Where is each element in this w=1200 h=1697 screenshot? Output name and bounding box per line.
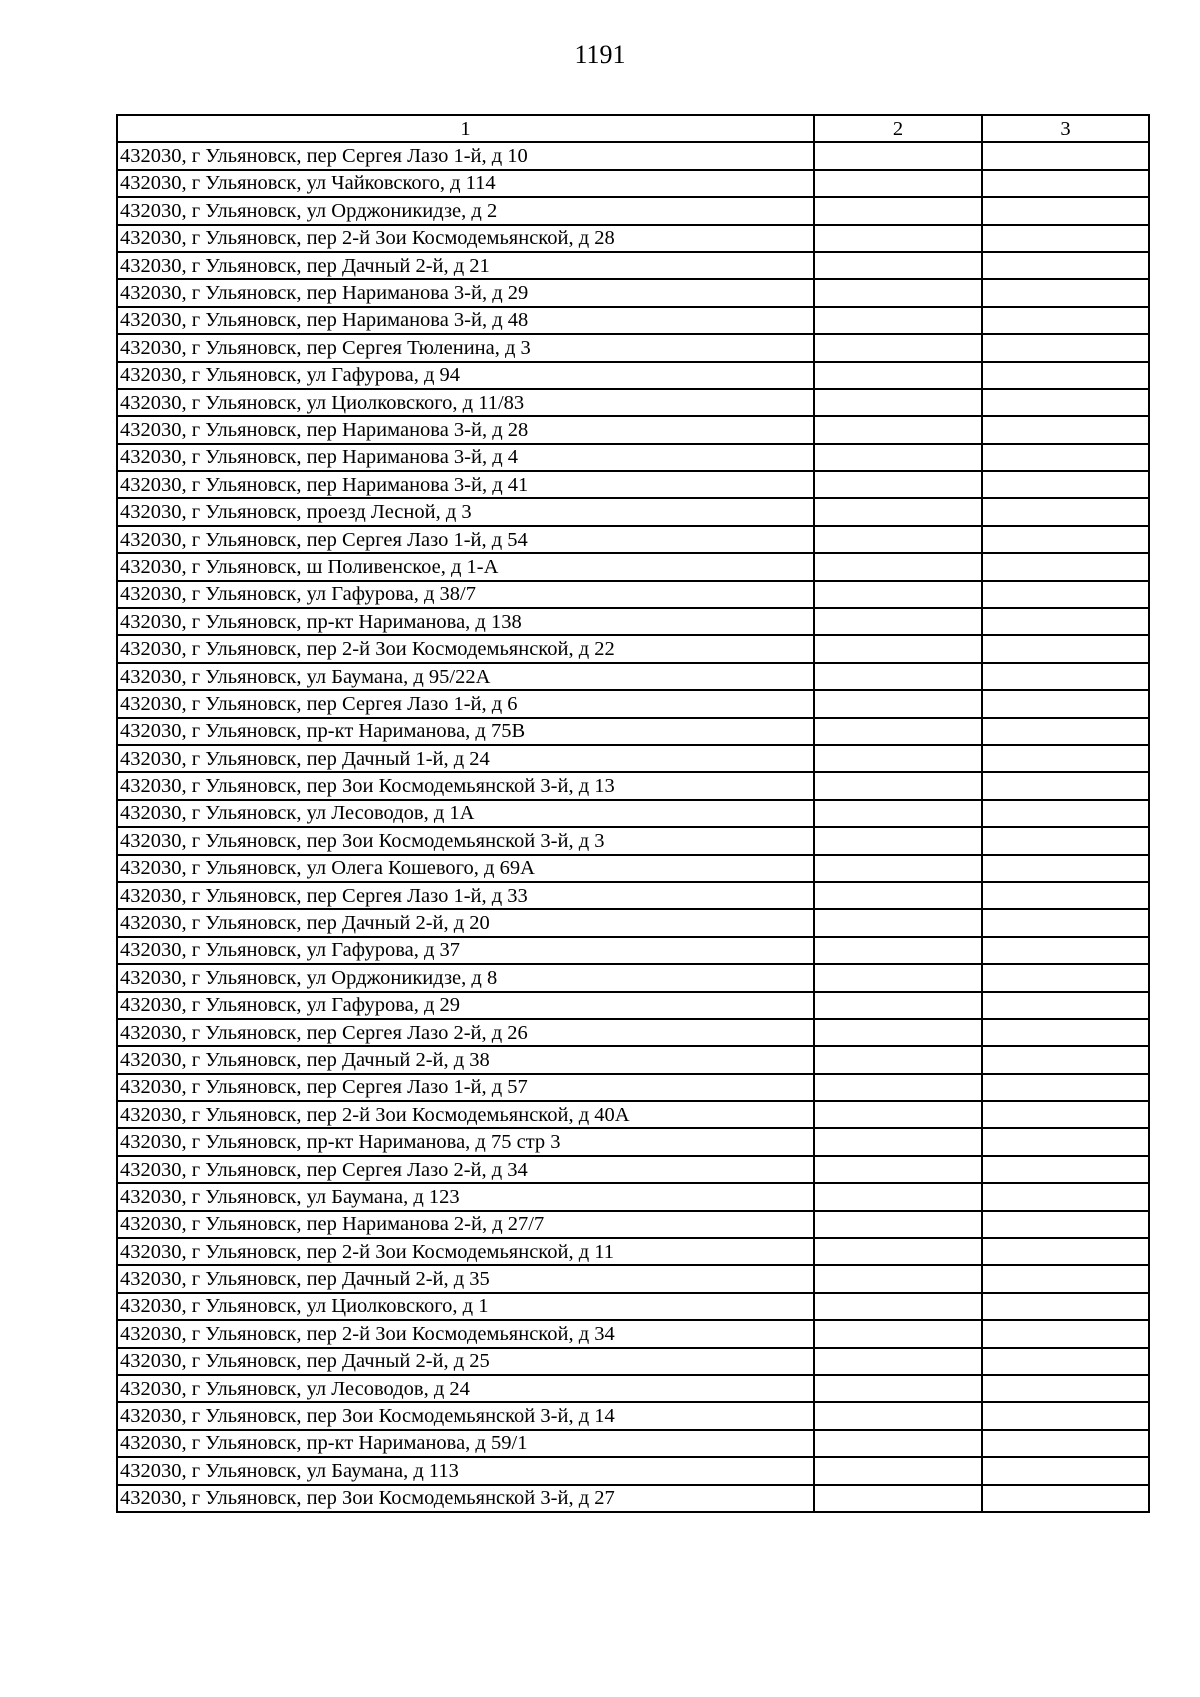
address-cell: 432030, г Ульяновск, пер Нариманова 3-й, д 28: [117, 416, 814, 443]
column-header-2: 2: [814, 115, 982, 142]
column-2-cell: [814, 389, 982, 416]
column-3-cell: [982, 1348, 1149, 1375]
table-row: [117, 992, 1149, 1019]
column-3-cell: [982, 1375, 1149, 1402]
address-cell: 432030, г Ульяновск, пер Сергея Лазо 2-й, д 26: [117, 1019, 814, 1046]
column-3-cell: [982, 800, 1149, 827]
column-2-cell: [814, 252, 982, 279]
address-cell: 432030, г Ульяновск, ул Циолковского, д 1: [117, 1293, 814, 1320]
column-3-cell: [982, 1211, 1149, 1238]
table-row: [117, 142, 1149, 169]
column-3-cell: [982, 1183, 1149, 1210]
address-cell: 432030, г Ульяновск, ул Орджоникидзе, д 2: [117, 197, 814, 224]
table-row: [117, 1375, 1149, 1402]
column-3-cell: [982, 279, 1149, 306]
table-row: [117, 1348, 1149, 1375]
address-cell: 432030, г Ульяновск, пер Дачный 2-й, д 38: [117, 1046, 814, 1073]
table-row: [117, 745, 1149, 772]
table-row: [117, 937, 1149, 964]
table-row: [117, 1074, 1149, 1101]
column-3-cell: [982, 772, 1149, 799]
table-row: [117, 800, 1149, 827]
address-cell: 432030, г Ульяновск, пер Сергея Лазо 1-й, д 33: [117, 882, 814, 909]
column-3-cell: [982, 197, 1149, 224]
address-cell: 432030, г Ульяновск, ул Олега Кошевого, д 69А: [117, 855, 814, 882]
table-row: [117, 855, 1149, 882]
address-cell: 432030, г Ульяновск, пер Нариманова 3-й, д 41: [117, 471, 814, 498]
column-header-3: 3: [982, 115, 1149, 142]
address-cell: 432030, г Ульяновск, пер Дачный 2-й, д 25: [117, 1348, 814, 1375]
address-cell: 432030, г Ульяновск, ул Гафурова, д 38/7: [117, 581, 814, 608]
column-3-cell: [982, 827, 1149, 854]
table-row: [117, 1046, 1149, 1073]
column-2-cell: [814, 1348, 982, 1375]
column-3-cell: [982, 444, 1149, 471]
address-cell: 432030, г Ульяновск, пер Сергея Лазо 1-й, д 10: [117, 142, 814, 169]
table-row: [117, 690, 1149, 717]
column-3-cell: [982, 307, 1149, 334]
table-row: [117, 252, 1149, 279]
column-2-cell: [814, 197, 982, 224]
column-2-cell: [814, 142, 982, 169]
address-cell: 432030, г Ульяновск, проезд Лесной, д 3: [117, 498, 814, 525]
column-2-cell: [814, 718, 982, 745]
column-3-cell: [982, 581, 1149, 608]
table-row: [117, 608, 1149, 635]
column-3-cell: [982, 1430, 1149, 1457]
column-3-cell: [982, 1074, 1149, 1101]
address-cell: 432030, г Ульяновск, ул Орджоникидзе, д 8: [117, 964, 814, 991]
address-cell: 432030, г Ульяновск, пер Нариманова 3-й, д 29: [117, 279, 814, 306]
column-3-cell: [982, 1046, 1149, 1073]
table-row: [117, 1211, 1149, 1238]
column-3-cell: [982, 1156, 1149, 1183]
column-2-cell: [814, 745, 982, 772]
table-row: [117, 553, 1149, 580]
address-cell: 432030, г Ульяновск, пер Сергея Тюленина, д 3: [117, 334, 814, 361]
address-cell: 432030, г Ульяновск, ш Поливенское, д 1-А: [117, 553, 814, 580]
table-row: [117, 827, 1149, 854]
column-3-cell: [982, 1320, 1149, 1347]
table-row: [117, 964, 1149, 991]
table-row: [117, 389, 1149, 416]
column-2-cell: [814, 1156, 982, 1183]
column-2-cell: [814, 334, 982, 361]
table-row: [117, 307, 1149, 334]
column-2-cell: [814, 444, 982, 471]
column-3-cell: [982, 225, 1149, 252]
column-3-cell: [982, 690, 1149, 717]
address-cell: 432030, г Ульяновск, пер Нариманова 3-й, д 48: [117, 307, 814, 334]
address-cell: 432030, г Ульяновск, пр-кт Нариманова, д 59/1: [117, 1430, 814, 1457]
address-cell: 432030, г Ульяновск, пер Дачный 1-й, д 24: [117, 745, 814, 772]
column-3-cell: [982, 964, 1149, 991]
column-3-cell: [982, 389, 1149, 416]
column-2-cell: [814, 1019, 982, 1046]
column-2-cell: [814, 1128, 982, 1155]
table-row: [117, 225, 1149, 252]
table-row: [117, 772, 1149, 799]
table-row: [117, 718, 1149, 745]
address-cell: 432030, г Ульяновск, пер Сергея Лазо 2-й, д 34: [117, 1156, 814, 1183]
column-2-cell: [814, 800, 982, 827]
table-row: [117, 1238, 1149, 1265]
column-3-cell: [982, 416, 1149, 443]
column-2-cell: [814, 1402, 982, 1429]
table-row: [117, 1485, 1149, 1512]
column-2-cell: [814, 1238, 982, 1265]
table-row: [117, 279, 1149, 306]
column-2-cell: [814, 1320, 982, 1347]
address-cell: 432030, г Ульяновск, ул Баумана, д 113: [117, 1457, 814, 1484]
column-2-cell: [814, 992, 982, 1019]
column-3-cell: [982, 718, 1149, 745]
table-row: [117, 1457, 1149, 1484]
table-row: [117, 1156, 1149, 1183]
table-row: [117, 526, 1149, 553]
table-row: [117, 1183, 1149, 1210]
column-2-cell: [814, 498, 982, 525]
column-2-cell: [814, 1430, 982, 1457]
table-row: [117, 362, 1149, 389]
address-cell: 432030, г Ульяновск, ул Циолковского, д 11/83: [117, 389, 814, 416]
column-3-cell: [982, 526, 1149, 553]
column-3-cell: [982, 553, 1149, 580]
address-cell: 432030, г Ульяновск, пер Дачный 2-й, д 20: [117, 909, 814, 936]
table-row: [117, 1402, 1149, 1429]
column-3-cell: [982, 1128, 1149, 1155]
column-3-cell: [982, 882, 1149, 909]
column-2-cell: [814, 964, 982, 991]
column-3-cell: [982, 1485, 1149, 1512]
column-3-cell: [982, 170, 1149, 197]
address-cell: 432030, г Ульяновск, ул Лесоводов, д 1А: [117, 800, 814, 827]
address-cell: 432030, г Ульяновск, ул Лесоводов, д 24: [117, 1375, 814, 1402]
column-2-cell: [814, 279, 982, 306]
address-cell: 432030, г Ульяновск, пр-кт Нариманова, д 75В: [117, 718, 814, 745]
address-cell: 432030, г Ульяновск, ул Баумана, д 95/22А: [117, 663, 814, 690]
address-cell: 432030, г Ульяновск, пер Нариманова 3-й, д 4: [117, 444, 814, 471]
table-row: [117, 334, 1149, 361]
column-3-cell: [982, 855, 1149, 882]
address-cell: 432030, г Ульяновск, ул Чайковского, д 114: [117, 170, 814, 197]
column-2-cell: [814, 1074, 982, 1101]
column-2-cell: [814, 1265, 982, 1292]
column-2-cell: [814, 1375, 982, 1402]
address-cell: 432030, г Ульяновск, пер Сергея Лазо 1-й, д 57: [117, 1074, 814, 1101]
column-2-cell: [814, 1101, 982, 1128]
column-3-cell: [982, 1265, 1149, 1292]
table-row: [117, 444, 1149, 471]
column-3-cell: [982, 635, 1149, 662]
address-cell: 432030, г Ульяновск, ул Баумана, д 123: [117, 1183, 814, 1210]
column-2-cell: [814, 225, 982, 252]
column-3-cell: [982, 252, 1149, 279]
table-body: [117, 142, 1149, 1512]
table-row: [117, 498, 1149, 525]
column-3-cell: [982, 937, 1149, 964]
column-3-cell: [982, 608, 1149, 635]
address-cell: 432030, г Ульяновск, ул Гафурова, д 37: [117, 937, 814, 964]
table-row: [117, 1101, 1149, 1128]
table-row: [117, 1430, 1149, 1457]
column-2-cell: [814, 772, 982, 799]
address-cell: 432030, г Ульяновск, пер 2-й Зои Космодемьянской, д 11: [117, 1238, 814, 1265]
column-3-cell: [982, 142, 1149, 169]
table-row: [117, 581, 1149, 608]
table-row: [117, 882, 1149, 909]
column-2-cell: [814, 882, 982, 909]
column-3-cell: [982, 334, 1149, 361]
table-row: [117, 1019, 1149, 1046]
column-2-cell: [814, 827, 982, 854]
address-cell: 432030, г Ульяновск, пер Зои Космодемьянской 3-й, д 14: [117, 1402, 814, 1429]
table-row: [117, 416, 1149, 443]
table-row: [117, 909, 1149, 936]
address-cell: 432030, г Ульяновск, пр-кт Нариманова, д 75 стр 3: [117, 1128, 814, 1155]
address-cell: 432030, г Ульяновск, ул Гафурова, д 29: [117, 992, 814, 1019]
address-cell: 432030, г Ульяновск, пер Зои Космодемьянской 3-й, д 13: [117, 772, 814, 799]
column-2-cell: [814, 1293, 982, 1320]
address-cell: 432030, г Ульяновск, пер Сергея Лазо 1-й, д 6: [117, 690, 814, 717]
column-3-cell: [982, 909, 1149, 936]
table-row: [117, 197, 1149, 224]
column-header-1: 1: [117, 115, 814, 142]
column-2-cell: [814, 937, 982, 964]
address-cell: 432030, г Ульяновск, пер Дачный 2-й, д 35: [117, 1265, 814, 1292]
header-row: [117, 115, 1149, 142]
table-row: [117, 1265, 1149, 1292]
column-2-cell: [814, 1485, 982, 1512]
column-3-cell: [982, 992, 1149, 1019]
address-table: [116, 114, 1150, 1513]
column-2-cell: [814, 307, 982, 334]
column-3-cell: [982, 663, 1149, 690]
address-cell: 432030, г Ульяновск, пер 2-й Зои Космодемьянской, д 34: [117, 1320, 814, 1347]
page-number: 1191: [574, 40, 626, 69]
table-row: [117, 1293, 1149, 1320]
column-2-cell: [814, 690, 982, 717]
column-2-cell: [814, 1457, 982, 1484]
table-row: [117, 1128, 1149, 1155]
column-2-cell: [814, 362, 982, 389]
column-2-cell: [814, 1183, 982, 1210]
address-cell: 432030, г Ульяновск, пр-кт Нариманова, д 138: [117, 608, 814, 635]
column-2-cell: [814, 1211, 982, 1238]
column-3-cell: [982, 745, 1149, 772]
column-3-cell: [982, 1101, 1149, 1128]
address-cell: 432030, г Ульяновск, пер Зои Космодемьянской 3-й, д 3: [117, 827, 814, 854]
column-2-cell: [814, 663, 982, 690]
table-row: [117, 635, 1149, 662]
column-2-cell: [814, 526, 982, 553]
table-row: [117, 1320, 1149, 1347]
column-2-cell: [814, 416, 982, 443]
address-cell: 432030, г Ульяновск, пер 2-й Зои Космодемьянской, д 28: [117, 225, 814, 252]
column-3-cell: [982, 1293, 1149, 1320]
address-cell: 432030, г Ульяновск, пер 2-й Зои Космодемьянской, д 40А: [117, 1101, 814, 1128]
column-3-cell: [982, 498, 1149, 525]
column-2-cell: [814, 471, 982, 498]
column-3-cell: [982, 1019, 1149, 1046]
address-cell: 432030, г Ульяновск, пер Дачный 2-й, д 21: [117, 252, 814, 279]
column-2-cell: [814, 1046, 982, 1073]
column-2-cell: [814, 909, 982, 936]
column-3-cell: [982, 1457, 1149, 1484]
table-row: [117, 663, 1149, 690]
column-3-cell: [982, 1238, 1149, 1265]
column-3-cell: [982, 362, 1149, 389]
address-cell: 432030, г Ульяновск, ул Гафурова, д 94: [117, 362, 814, 389]
address-cell: 432030, г Ульяновск, пер 2-й Зои Космодемьянской, д 22: [117, 635, 814, 662]
column-2-cell: [814, 608, 982, 635]
column-2-cell: [814, 581, 982, 608]
column-2-cell: [814, 553, 982, 580]
table-row: [117, 170, 1149, 197]
address-cell: 432030, г Ульяновск, пер Зои Космодемьянской 3-й, д 27: [117, 1485, 814, 1512]
column-2-cell: [814, 635, 982, 662]
column-2-cell: [814, 855, 982, 882]
address-cell: 432030, г Ульяновск, пер Сергея Лазо 1-й, д 54: [117, 526, 814, 553]
column-3-cell: [982, 471, 1149, 498]
address-cell: 432030, г Ульяновск, пер Нариманова 2-й, д 27/7: [117, 1211, 814, 1238]
column-2-cell: [814, 170, 982, 197]
column-3-cell: [982, 1402, 1149, 1429]
table-row: [117, 471, 1149, 498]
